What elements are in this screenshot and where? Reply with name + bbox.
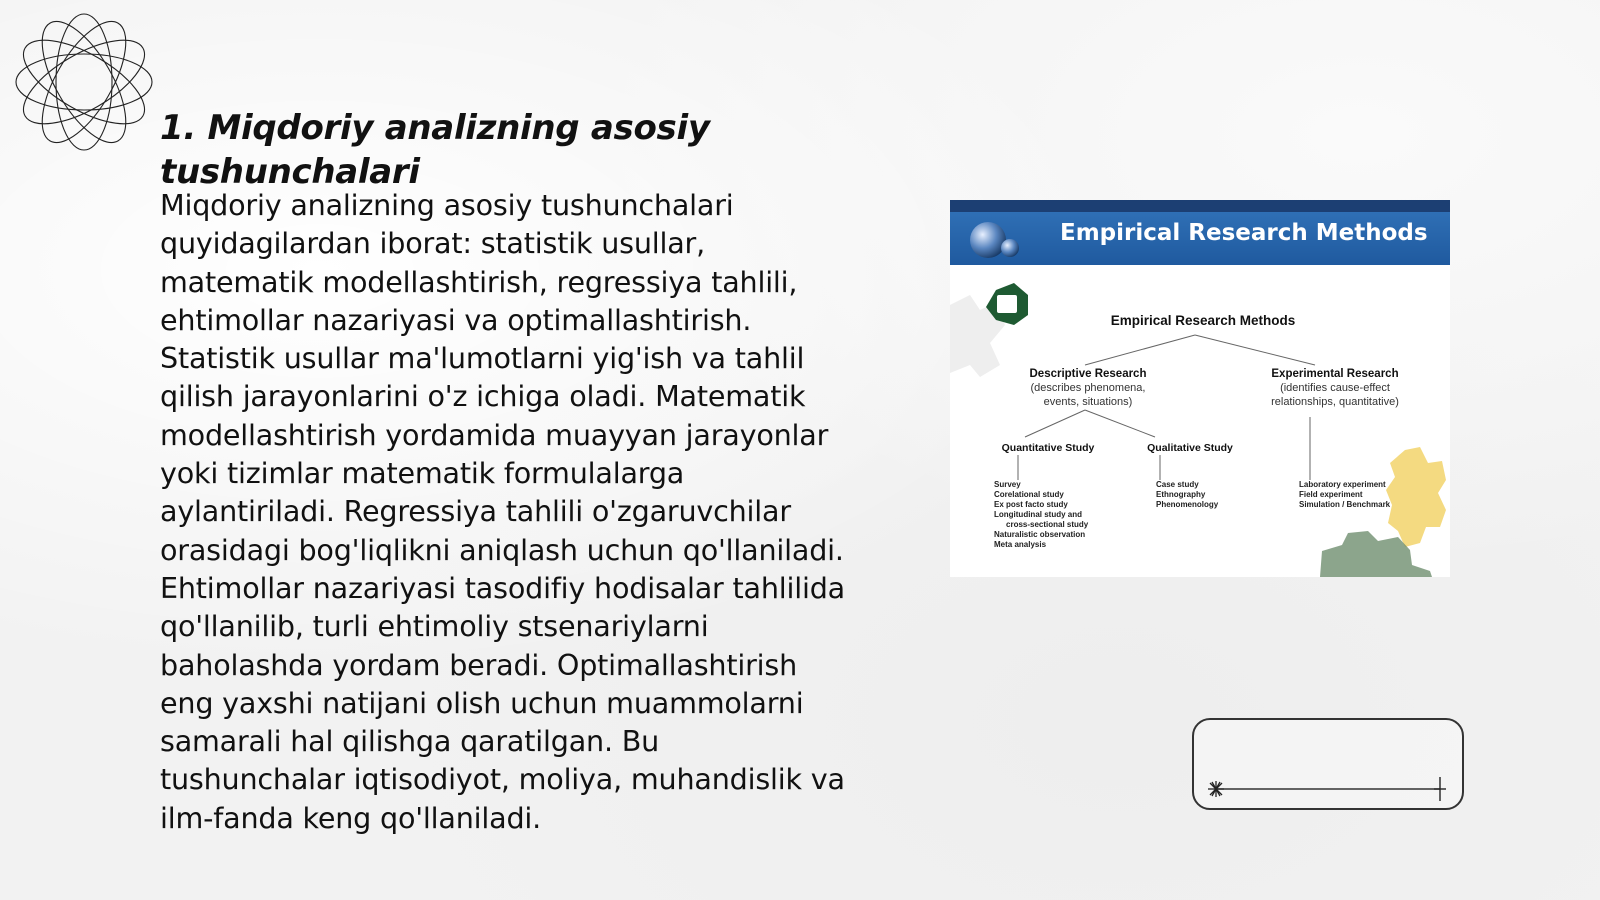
sparkle-icon xyxy=(1208,781,1224,797)
descriptive-research-desc-2: events, situations) xyxy=(1043,396,1133,408)
qual-item-phenomenology: Phenomenology xyxy=(1156,500,1219,509)
quant-item-corelational: Corelational study xyxy=(994,490,1064,499)
descriptive-research-title: Descriptive Research xyxy=(1029,368,1147,380)
experimental-research-desc-2: relationships, quantitative) xyxy=(1271,396,1399,408)
experimental-research-desc-1: (identifies cause-effect xyxy=(1280,382,1390,394)
figure-header-title: Empirical Research Methods xyxy=(1060,220,1428,246)
qual-item-ethnography: Ethnography xyxy=(1156,490,1206,499)
qual-item-case-study: Case study xyxy=(1156,480,1199,489)
quant-item-naturalistic: Naturalistic observation xyxy=(994,530,1086,539)
globe-icon xyxy=(962,218,1024,262)
quantitative-study-title: Quantitative Study xyxy=(1001,442,1095,454)
quant-item-ex-post-facto: Ex post facto study xyxy=(994,500,1068,509)
quant-item-survey: Survey xyxy=(994,480,1021,489)
diagram-root-label: Empirical Research Methods xyxy=(1110,313,1296,328)
slide-title: 1. Miqdoriy analizning asosiy tushunchalari xyxy=(160,108,710,192)
qualitative-study-title: Qualitative Study xyxy=(1147,442,1233,454)
descriptive-research-desc-1: (describes phenomena, xyxy=(1030,382,1146,394)
yellow-gear-shape xyxy=(1386,447,1446,547)
figure-diagram xyxy=(950,265,1450,577)
quant-item-cross-sectional: cross-sectional study xyxy=(1006,520,1089,529)
exp-item-laboratory: Laboratory experiment xyxy=(1299,480,1386,489)
slide-body-text: Miqdoriy analizning asosiy tushunchalari quyidagilardan iborat: statistik usullar, matematik modellashtirish, regressiya tahlili, ehtimollar nazariyasi va optimallashtirish. Statistik usullar ma'lumotlarni yig'ish va tahlil qilish jarayonlarini o'z ichiga oladi. Matematik modellashtirish yordamida muayyan jarayonlar yoki tizimlar matematik formulalarga aylantiriladi. Regressiya tahlili o'zgaruvchilar orasidagi bog'liqlikni aniqlash uchun qo'llaniladi. Ehtimollar nazariyasi tasodifiy hodisalar tahlilida qo'llanilib, turli ehtimoliy stsenariylarni baholashda yordam beradi. Optimallashtirish eng yaxshi natijani olish uchun muammolarni samarali hal qilishga qaratilgan. Bu tushunchalar iqtisodiyot, moliya, muhandislik va ilm-fanda keng qo'llaniladi. xyxy=(160,188,845,835)
exp-item-simulation: Simulation / Benchmark xyxy=(1299,500,1391,509)
quant-item-meta-analysis: Meta analysis xyxy=(994,540,1047,549)
figure-top-bar xyxy=(950,200,1450,212)
exp-item-field: Field experiment xyxy=(1299,490,1363,499)
ornament-icon xyxy=(10,8,158,156)
decorative-line-frame xyxy=(1192,718,1464,810)
experimental-research-title: Experimental Research xyxy=(1271,368,1399,380)
plus-marker-icon xyxy=(1434,777,1446,801)
research-methods-figure xyxy=(950,200,1450,577)
figure-header xyxy=(950,212,1450,265)
quant-item-longitudinal: Longitudinal study and xyxy=(994,510,1082,519)
